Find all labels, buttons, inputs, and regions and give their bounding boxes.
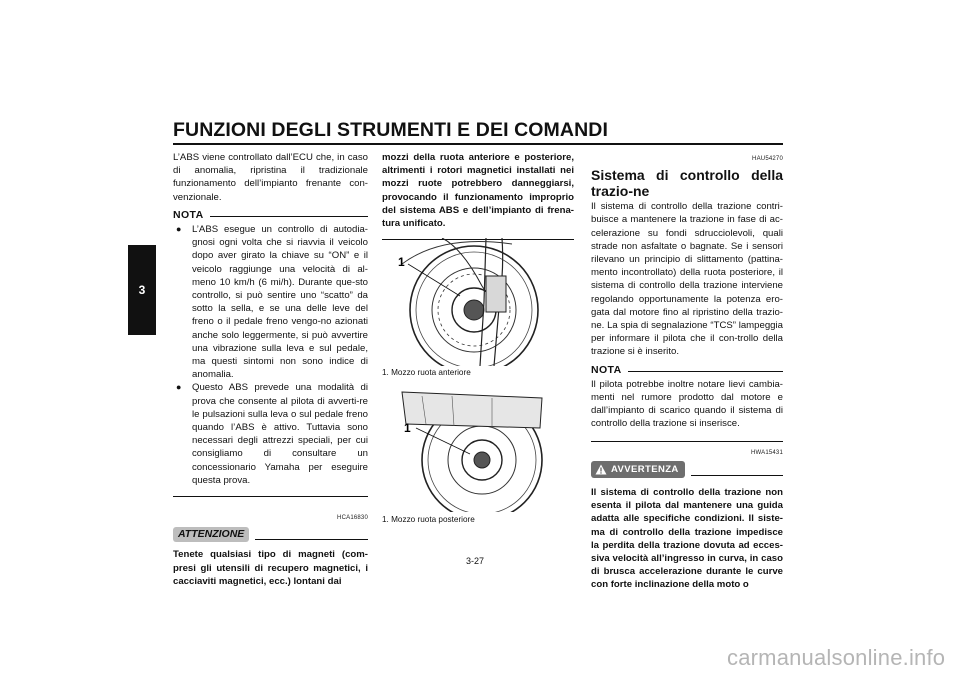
front-wheel-hub-figure	[382, 238, 574, 366]
warning-code: HWA15431	[750, 449, 783, 456]
section-code: HAU54270	[752, 156, 783, 162]
attention-text: Tenete qualsiasi tipo di magneti (com-presi gli utensili di recupero magnetici, i cacciaviti magnetici, ecc.) lontani dai	[173, 549, 368, 587]
nota-label: NOTA	[591, 363, 622, 376]
warning-label: AVVERTENZA	[611, 463, 679, 475]
rear-hub-caption: 1. Mozzo ruota posteriore	[382, 515, 475, 524]
abs-intro-paragraph: L’ABS viene controllato dall’ECU che, in caso di anomalia, ripristina il tradizionale funzionamento dell’impianto frenante con-venzionale.	[173, 152, 368, 203]
warning-header	[591, 461, 783, 478]
column-left	[173, 151, 368, 588]
attention-continued-text: mozzi della ruota anteriore e posteriore, altrimenti i rotori magnetici installati nei mozzi ruote potrebbero danneggiarsi, provocando il funzionamento improprio del sistema ABS e dell’impianto di frena-tura unificato.	[382, 152, 574, 230]
nota-label: NOTA	[173, 208, 204, 221]
header-rule	[173, 143, 783, 145]
attention-header	[173, 527, 368, 542]
column-middle	[382, 151, 574, 240]
nota-end-rule	[173, 496, 368, 497]
warning-text: Il sistema di controllo della trazione non esenta il pilota dal mantenere una guida adatta alle specifiche condizioni. Il siste-ma di controllo della trazione impedisce la perdita della trazione dovuta ad ecces-siva velocità all’ingresso in curva, in caso di brusca accelerazione durante le curve con forte inclinazione della moto o	[591, 487, 783, 591]
list-item: ● Questo ABS prevede una modalità di prova che consente al pilota di avverti-re le pulsazioni sulla leva o sul pedale freno quando l’ABS è attivo. Tuttavia sono necessari degli attrezzi speciali, per cui consigliamo di consultare un concessionario Yamaha per eseguire questa prova.	[173, 381, 368, 487]
list-item: ● L’ABS esegue un controllo di autodia-gnosi ogni volta che si riavvia il veicolo dopo aver girato la chiave su “ON” e il veicolo raggiunge una velocità di al-meno 10 km/h (6 mi/h). Durante que-sto controllo, si può sentire uno “scatto” da sotto la sella, e se una delle leve del freno o il pedale freno vengo-no azionati anche solo leggermente, si può avvertire una vibrazione sulla leva e sul pedale, ma questi sintomi non sono indice di anomalia.	[173, 223, 368, 381]
figure-callout: 1	[404, 421, 411, 435]
attention-code: HCA16830	[337, 515, 368, 522]
nota-text: Il pilota potrebbe inoltre notare lievi cambia-menti nel rumore prodotto dal motore e dall’impianto di scarico quando il sistema di controllo della trazione si inserisce.	[591, 378, 783, 430]
page-title: FUNZIONI DEGLI STRUMENTI E DEI COMANDI	[173, 119, 608, 141]
watermark-text: carmanualsonline.info	[727, 645, 946, 670]
warning-triangle-icon	[595, 464, 607, 475]
rear-wheel-hub-figure	[382, 384, 574, 512]
column-right	[591, 153, 783, 592]
front-hub-caption: 1. Mozzo ruota anteriore	[382, 368, 471, 377]
chapter-tab: 3	[128, 245, 156, 335]
page-number: 3-27	[466, 556, 485, 566]
bullet-icon: ●	[176, 224, 182, 235]
warning-badge	[591, 461, 685, 478]
tcs-body-paragraph: Il sistema di controllo della trazione contri-buisce a mantenere la trazione in fase di ac-celerazione su fondi sdrucciolevoli, quali strade non asfaltate o bagnate. Se i sensori rilevano un principio di slittamento (pattina-mento incontrollato) della ruota posteriore, il sistema di controllo della trazione interviene regolando opportunamente la potenza ero-gata dal motore fino al ripristino della trazio-ne. La spia di segnalazione “TCS” lampeggia per informare il pilota che il con-trollo della trazione si è inserito.	[591, 201, 783, 358]
figure-callout: 1	[398, 255, 405, 269]
nota-header	[173, 209, 368, 222]
bullet-icon: ●	[176, 382, 182, 393]
attention-label: ATTENZIONE	[173, 527, 249, 542]
nota-header	[591, 364, 783, 377]
section-title: Sistema di controllo della trazio-ne	[591, 167, 783, 200]
nota-end-rule	[591, 441, 783, 442]
